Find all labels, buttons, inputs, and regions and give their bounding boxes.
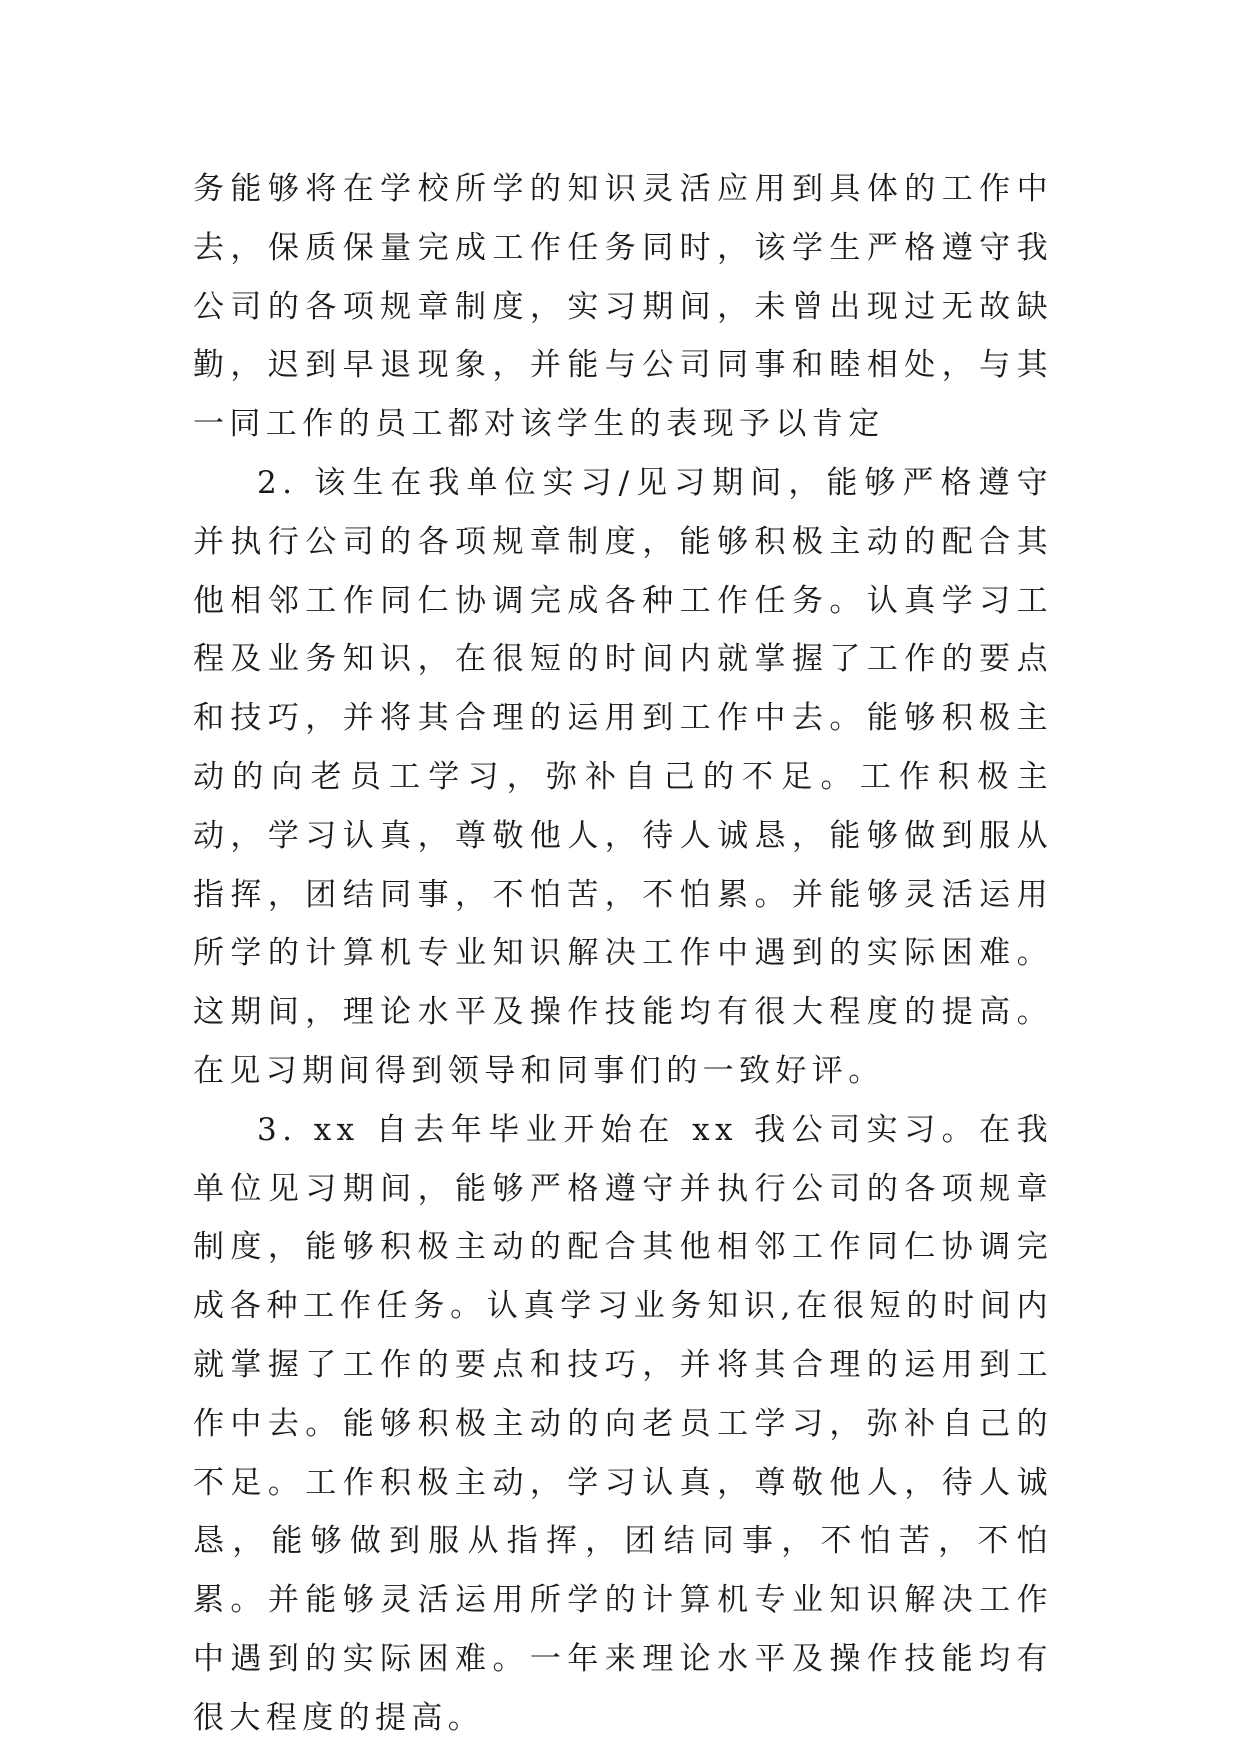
paragraph-item-2: 2. 该生在我单位实习/见习期间，能够严格遵守并执行公司的各项规章制度，能够积极主动的配合其他相邻工作同仁协调完成各种工作任务。认真学习工程及业务知识，在很短的时间内就掌握了工作的要点和技巧，并将其合理的运用到工作中去。能够积极主动的向老员工学习，弥补自己的不足。工作积极主动，学习认真，尊敬他人，待人诚恳，能够做到服从指挥，团结同事，不怕苦，不怕累。并能够灵活运用所学的计算机专业知识解决工作中遇到的实际困难。这期间，理论水平及操作技能均有很大程度的提高。在见习期间得到领导和同事们的一致好评。	[193, 464, 1053, 1089]
document-body	[193, 160, 1053, 1748]
paragraph-continuation: 务能够将在学校所学的知识灵活应用到具体的工作中去，保质保量完成工作任务同时，该学生严格遵守我公司的各项规章制度，实习期间，未曾出现过无故缺勤，迟到早退现象，并能与公司同事和睦相处，与其一同工作的员工都对该学生的表现予以肯定	[193, 171, 1053, 443]
paragraph-item-3: 3. xx 自去年毕业开始在 xx 我公司实习。在我单位见习期间，能够严格遵守并执行公司的各项规章制度，能够积极主动的配合其他相邻工作同仁协调完成各种工作任务。认真学习业务知识,在很短的时间内就掌握了工作的要点和技巧，并将其合理的运用到工作中去。能够积极主动的向老员工学习，弥补自己的不足。工作积极主动，学习认真，尊敬他人，待人诚恳，能够做到服从指挥，团结同事，不怕苦，不怕累。并能够灵活运用所学的计算机专业知识解决工作中遇到的实际困难。一年来理论水平及操作技能均有很大程度的提高。	[193, 1111, 1053, 1736]
